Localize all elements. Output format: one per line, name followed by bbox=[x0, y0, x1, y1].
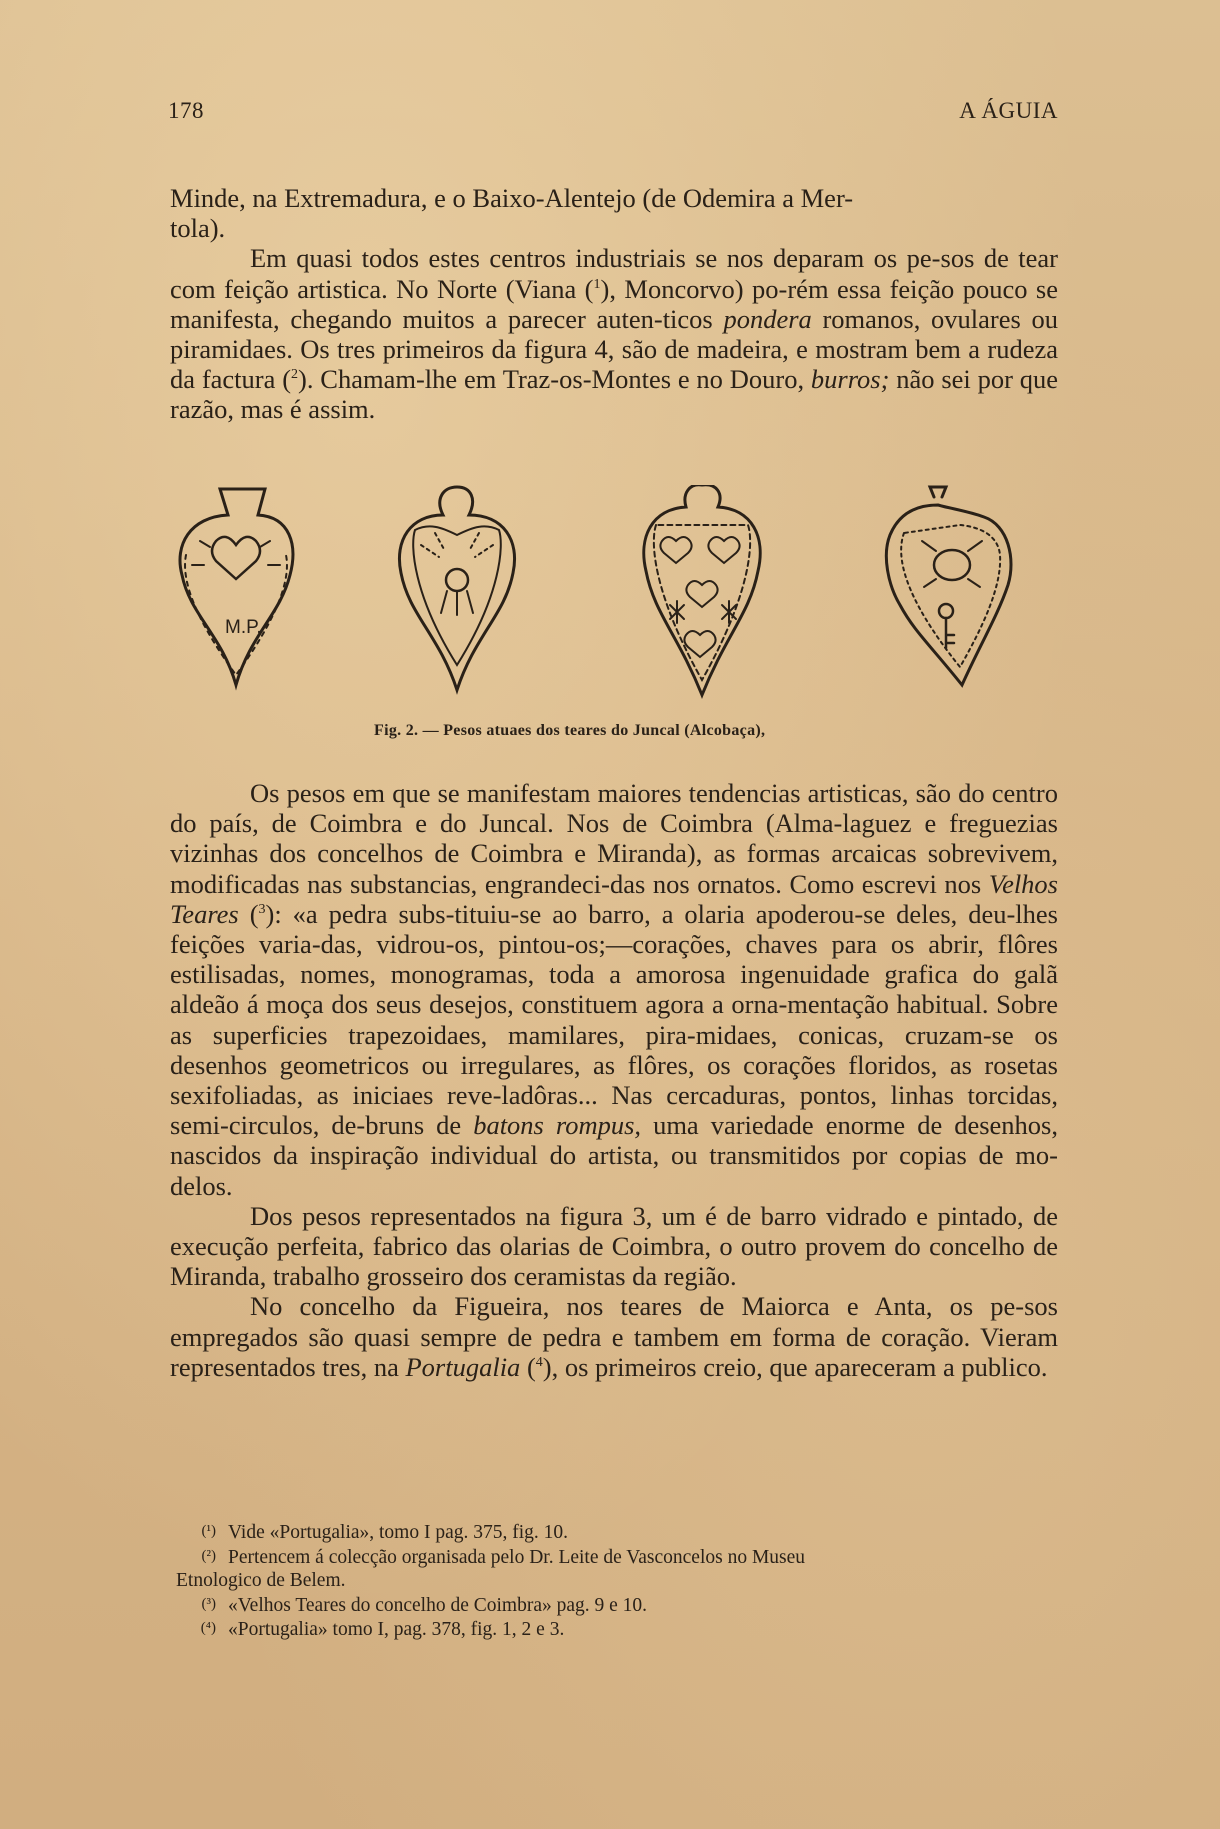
italic-term: batons rompus, bbox=[473, 1110, 642, 1141]
paragraph: Em quasi todos estes centros industriais se nos deparam os pe-sos de tear com feição artistica. No Norte (Viana ($^1$), Moncorvo) po-rém essa feição pouco se manifesta, chegando muitos a parecer auten-ticos pondera romanos, ovulares ou piramidaes. Os tres primeiros da figura 4, são de madeira, e mostram bem a rudeza da factura ($^2$). Chamam-lhe em Traz-os-Montes e no Douro, burros; não sei por que razão, mas é assim. bbox=[170, 243, 1058, 425]
paragraph: No concelho da Figueira, nos teares de Maiorca e Anta, os pe-sos empregados são quasi sempre de pedra e tambem em forma de coração. Vieram representados tres, na Portugalia ($^4$), os primeiros creio, que apareceram a publico. bbox=[170, 1291, 1058, 1382]
opening-text bbox=[170, 183, 1058, 425]
book-title: Velhos Teares bbox=[170, 868, 1058, 929]
heart-weight-1 bbox=[180, 489, 293, 685]
running-head bbox=[168, 98, 1058, 124]
page-number: 178 bbox=[168, 98, 204, 123]
footnote-continuation: Etnologico de Belem. bbox=[176, 1570, 346, 1591]
figure-loom-weights bbox=[170, 485, 1070, 715]
latin-term: pondera bbox=[723, 303, 812, 334]
footnote: (³) «Velhos Teares do concelho de Coimbra» pag. 9 e 10. bbox=[201, 1594, 648, 1616]
footnote-ref: 1 bbox=[593, 276, 601, 292]
paragraph-line: Minde, na Extremadura, e o Baixo-Alentejo (de Odemira a Mer- tola). bbox=[170, 183, 854, 244]
figure-caption: Fig. 2. — Pesos atuaes dos teares do Juncal (Alcobaça), bbox=[374, 722, 766, 739]
footnote-ref: 3 bbox=[258, 901, 266, 917]
monogram-label: M.P. bbox=[225, 617, 262, 638]
footnotes bbox=[176, 1520, 1066, 1642]
heart-weight-3 bbox=[644, 485, 760, 695]
journal-reference: Portugalia bbox=[405, 1351, 521, 1382]
journal-title: A ÁGUIA bbox=[959, 98, 1058, 123]
footnote: (²) Pertencem á colecção organisada pelo Dr. Leite de Vasconcelos no Museu bbox=[201, 1546, 806, 1568]
heart-weights-illustration bbox=[170, 485, 1070, 715]
heart-weight-4 bbox=[886, 487, 1011, 685]
footnote: (¹) Vide «Portugalia», tomo I pag. 375, fig. 10. bbox=[201, 1522, 569, 1543]
paragraph: Dos pesos representados na figura 3, um é de barro vidrado e pintado, de execução perfeita, fabrico das olarias de Coimbra, o outro provem do concelho de Miranda, trabalho grosseiro dos ceramistas da região. bbox=[170, 1200, 1058, 1292]
paragraph: Os pesos em que se manifestam maiores tendencias artisticas, são do centro do país, de Coimbra e do Juncal. Nos de Coimbra (Alma-laguez e freguezias vizinhas dos concelhos de Coimbra e Miranda), as formas arcaicas sobrevivem, modificadas nas substancias, engrandeci-das nos ornatos. Como escrevi nos Velhos Teares ($^3$): «a pedra subs-tituiu-se ao barro, a olaria apoderou-se deles, deu-lhes feições varia-das, vidrou-os, pintou-os;—corações, chaves para os abrir, flôres estilisadas, nomes, monogramas, toda a amorosa ingenuidade grafica do galã aldeão á moça dos seus desejos, constituem agora a orna-mentação habitual. Sobre as superficies trapezoidaes, mamilares, pira-midaes, conicas, cruzam-se os desenhos geometricos ou irregulares, as flôres, os corações floridos, as rosetas sexifoliadas, as iniciaes reve-ladôras... Nas cercaduras, pontos, linhas torcidas, semi-circulos, de-bruns de batons rompus, uma variedade enorme de desenhos, nascidos da inspiração individual do artista, ou transmitidos por copias de mo-delos. bbox=[170, 778, 1058, 1201]
main-text bbox=[170, 778, 1058, 1382]
footnote-ref: 4 bbox=[535, 1355, 543, 1371]
heart-weight-2 bbox=[399, 487, 514, 690]
footnote-ref: 2 bbox=[291, 367, 299, 383]
footnote: (⁴) «Portugalia» tomo I, pag. 378, fig. 1, 2 e 3. bbox=[200, 1619, 565, 1640]
italic-term: burros; bbox=[810, 364, 890, 395]
